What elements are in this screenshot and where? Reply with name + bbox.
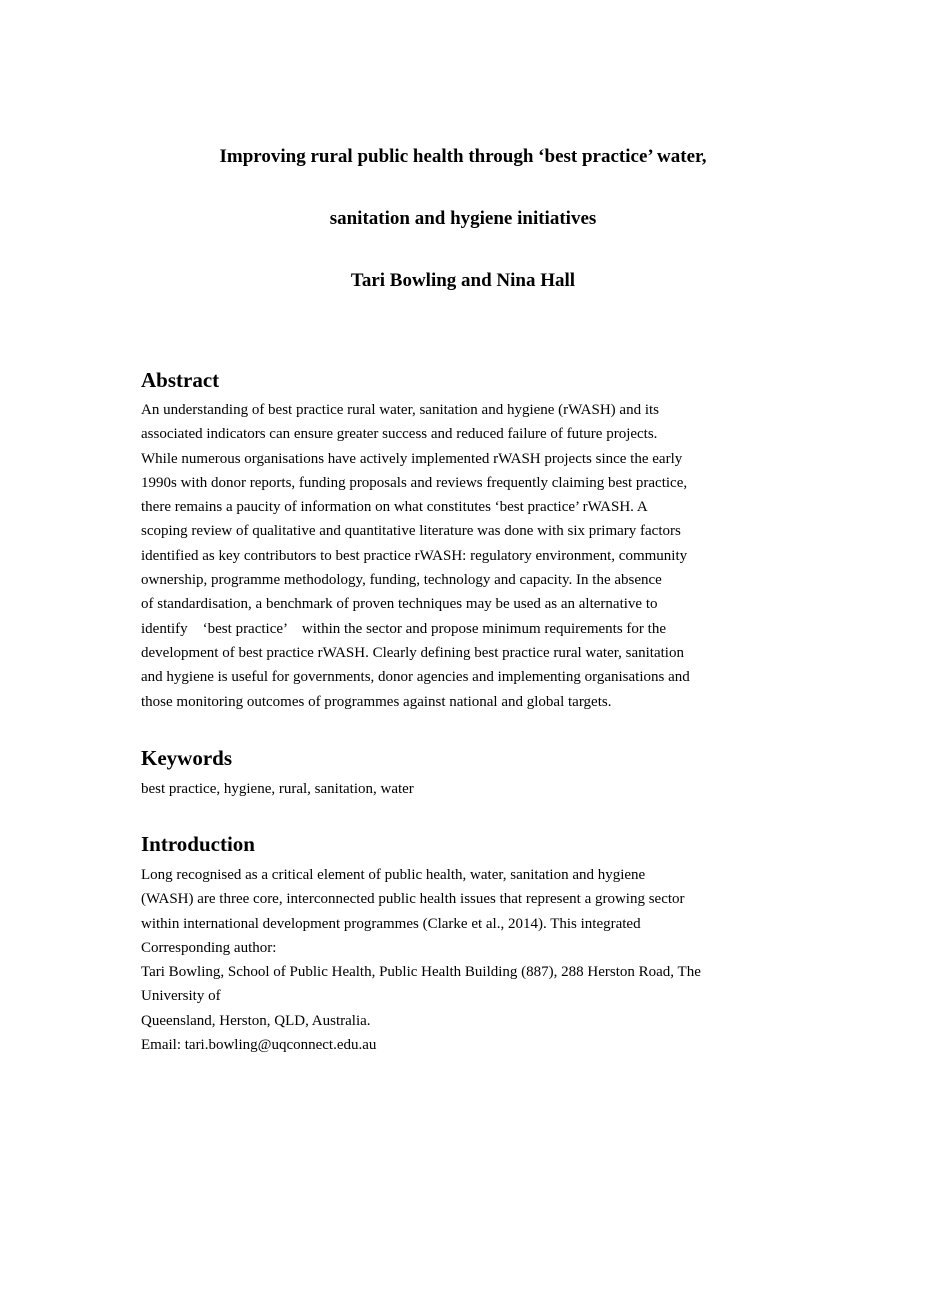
- correspondence-email: Email: tari.bowling@uqconnect.edu.au: [141, 1037, 377, 1054]
- keywords-body: [141, 777, 781, 801]
- introduction-line: Long recognised as a critical element of public health, water, sanitation and hygiene: [141, 867, 646, 883]
- introduction-heading: Introduction: [141, 832, 255, 856]
- abstract-line: of standardisation, a benchmark of proven techniques may be used as an alternative to: [141, 596, 658, 613]
- correspondence-address-line: Queensland, Herston, QLD, Australia.: [141, 1012, 371, 1029]
- abstract-line: While numerous organisations have actively implemented rWASH projects since the early: [141, 450, 683, 467]
- abstract-line: those monitoring outcomes of programmes against national and global targets.: [141, 693, 612, 710]
- keywords-text: best practice, hygiene, rural, sanitation, water: [141, 781, 414, 797]
- correspondence-address-line: Tari Bowling, School of Public Health, Public Health Building (887), 288 Herston Road, The: [141, 964, 701, 981]
- introduction-line: within international development programmes (Clarke et al., 2014). This integrated: [141, 915, 641, 932]
- abstract-line: scoping review of qualitative and quantitative literature was done with six primary factors: [141, 523, 681, 540]
- abstract-line: An understanding of best practice rural water, sanitation and hygiene (rWASH) and its: [141, 402, 659, 418]
- abstract-line: 1990s with donor reports, funding proposals and reviews frequently claiming best practice,: [141, 474, 688, 491]
- paper-authors: Tari Bowling and Nina Hall: [350, 270, 576, 291]
- keywords-heading: Keywords: [141, 746, 232, 770]
- abstract-heading: Abstract: [141, 368, 220, 392]
- abstract-line: there remains a paucity of information on what constitutes ‘best practice’ rWASH. A: [141, 499, 648, 516]
- abstract-line: and hygiene is useful for governments, donor agencies and implementing organisations and: [141, 669, 690, 686]
- introduction-line: (WASH) are three core, interconnected public health issues that represent a growing sector: [141, 891, 685, 908]
- abstract-line: ownership, programme methodology, funding, technology and capacity. In the absence: [141, 572, 662, 589]
- abstract-line: identify ‘best practice’ within the sector and propose minimum requirements for the: [141, 620, 666, 637]
- abstract-line: identified as key contributors to best practice rWASH: regulatory environment, community: [141, 547, 688, 564]
- abstract-body: [141, 398, 781, 714]
- correspondence-label: Corresponding author:: [141, 939, 277, 956]
- abstract-line: development of best practice rWASH. Clearly defining best practice rural water, sanitation: [141, 644, 684, 661]
- paper-title-line-2: sanitation and hygiene initiatives: [329, 208, 597, 229]
- paper-title-line-1: Improving rural public health through ‘best practice’ water,: [219, 146, 707, 167]
- correspondence-address-line: University of: [141, 988, 221, 1005]
- abstract-line: associated indicators can ensure greater success and reduced failure of future projects.: [141, 426, 658, 443]
- introduction-body: [141, 863, 781, 1057]
